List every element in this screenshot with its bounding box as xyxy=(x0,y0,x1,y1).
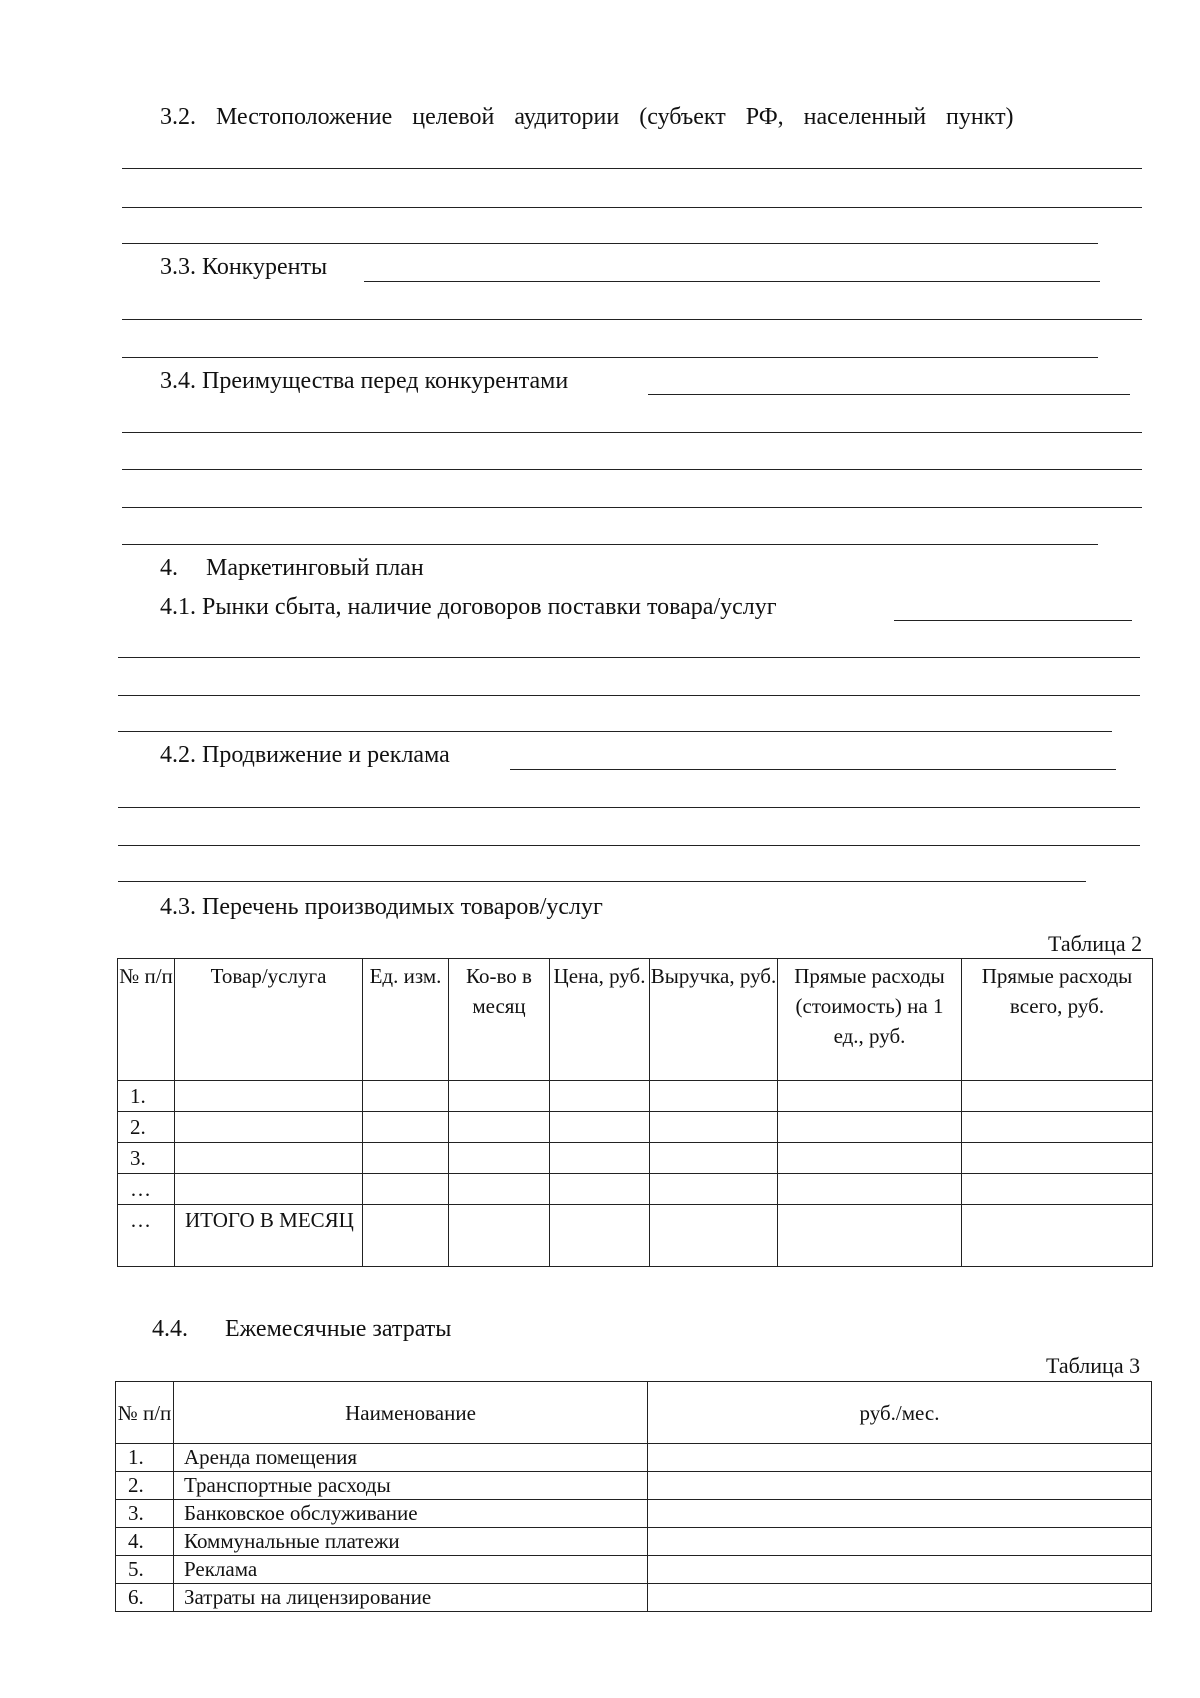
table-row xyxy=(118,1112,1153,1143)
cost-value-cell[interactable] xyxy=(648,1584,1152,1612)
product-cell[interactable] xyxy=(175,1143,363,1174)
table3-caption: Таблица 3 xyxy=(1046,1353,1141,1378)
table-row xyxy=(116,1500,1152,1528)
table-row xyxy=(116,1584,1152,1612)
row-number: … xyxy=(118,1174,175,1205)
unit-cell[interactable] xyxy=(363,1081,449,1112)
fill-line[interactable] xyxy=(122,507,1142,508)
unit-cost-cell[interactable] xyxy=(778,1081,962,1112)
fill-line[interactable] xyxy=(122,544,1098,545)
unit-cell[interactable] xyxy=(363,1205,449,1267)
price-cell[interactable] xyxy=(550,1081,650,1112)
fill-line[interactable] xyxy=(118,807,1140,808)
revenue-cell[interactable] xyxy=(650,1143,778,1174)
row-number: 3. xyxy=(118,1143,175,1174)
table-row xyxy=(116,1528,1152,1556)
col-header-product: Товар/услуга xyxy=(175,959,363,1081)
section-4-title: Маркетинговый план xyxy=(206,555,424,581)
col-header-number: № п/п xyxy=(118,959,175,1081)
col-header-quantity: Ко-во в месяц xyxy=(449,959,550,1081)
product-cell[interactable] xyxy=(175,1112,363,1143)
section-4-number: 4. xyxy=(160,555,178,581)
table-row xyxy=(116,1444,1152,1472)
section-3-3-label: 3.3. Конкуренты xyxy=(160,254,328,280)
total-cost-cell[interactable] xyxy=(962,1081,1153,1112)
fill-line[interactable] xyxy=(118,731,1112,732)
cost-value-cell[interactable] xyxy=(648,1472,1152,1500)
row-number: 4. xyxy=(116,1528,174,1556)
fill-line[interactable] xyxy=(648,394,1130,395)
col-header-price: Цена, руб. xyxy=(550,959,650,1081)
revenue-cell[interactable] xyxy=(650,1112,778,1143)
cost-name: Аренда помещения xyxy=(174,1444,648,1472)
quantity-cell[interactable] xyxy=(449,1205,550,1267)
fill-line[interactable] xyxy=(510,769,1116,770)
section-4-4-number: 4.4. xyxy=(152,1316,188,1342)
row-number: 3. xyxy=(116,1500,174,1528)
cost-value-cell[interactable] xyxy=(648,1556,1152,1584)
row-number: 2. xyxy=(118,1112,175,1143)
table-row xyxy=(118,1143,1153,1174)
quantity-cell[interactable] xyxy=(449,1174,550,1205)
section-4-3-label: 4.3. Перечень производимых товаров/услуг xyxy=(160,894,603,920)
row-number: 6. xyxy=(116,1584,174,1612)
product-cell[interactable] xyxy=(175,1174,363,1205)
fill-line[interactable] xyxy=(894,620,1132,621)
products-table xyxy=(117,958,1153,1267)
quantity-cell[interactable] xyxy=(449,1112,550,1143)
revenue-cell[interactable] xyxy=(650,1081,778,1112)
table-row xyxy=(118,1174,1153,1205)
price-cell[interactable] xyxy=(550,1143,650,1174)
cost-name: Банковское обслуживание xyxy=(174,1500,648,1528)
total-cost-cell[interactable] xyxy=(962,1205,1153,1267)
table-row xyxy=(116,1556,1152,1584)
fill-line[interactable] xyxy=(122,319,1142,320)
section-3-2-label: 3.2. Местоположение целевой аудитории (субъект РФ, населенный пункт) xyxy=(160,104,1014,130)
fill-line[interactable] xyxy=(118,695,1140,696)
col-header-unit-cost: Прямые расходы (стоимость) на 1 ед., руб. xyxy=(778,959,962,1081)
section-4-2-label: 4.2. Продвижение и реклама xyxy=(160,742,450,768)
fill-line[interactable] xyxy=(122,469,1142,470)
col-header-name: Наименование xyxy=(174,1382,648,1444)
col-header-revenue: Выручка, руб. xyxy=(650,959,778,1081)
price-cell[interactable] xyxy=(550,1174,650,1205)
col-header-unit: Ед. изм. xyxy=(363,959,449,1081)
row-number: 5. xyxy=(116,1556,174,1584)
col-header-total-cost: Прямые расходы всего, руб. xyxy=(962,959,1153,1081)
price-cell[interactable] xyxy=(550,1112,650,1143)
row-number: 2. xyxy=(116,1472,174,1500)
row-number: … xyxy=(118,1205,175,1267)
monthly-costs-table xyxy=(115,1381,1152,1612)
table2-caption: Таблица 2 xyxy=(1048,931,1143,956)
table-row-total xyxy=(118,1205,1153,1267)
fill-line[interactable] xyxy=(122,357,1098,358)
fill-line[interactable] xyxy=(122,432,1142,433)
unit-cell[interactable] xyxy=(363,1112,449,1143)
section-4-1-label: 4.1. Рынки сбыта, наличие договоров поставки товара/услуг xyxy=(160,594,777,620)
unit-cost-cell[interactable] xyxy=(778,1174,962,1205)
fill-line[interactable] xyxy=(122,243,1098,244)
fill-line[interactable] xyxy=(364,281,1100,282)
cost-value-cell[interactable] xyxy=(648,1528,1152,1556)
fill-line[interactable] xyxy=(118,845,1140,846)
product-cell[interactable] xyxy=(175,1081,363,1112)
table-row xyxy=(116,1472,1152,1500)
fill-line[interactable] xyxy=(118,657,1140,658)
quantity-cell[interactable] xyxy=(449,1143,550,1174)
total-label: ИТОГО В МЕСЯЦ xyxy=(175,1205,363,1267)
total-cost-cell[interactable] xyxy=(962,1143,1153,1174)
quantity-cell[interactable] xyxy=(449,1081,550,1112)
table-row xyxy=(118,1081,1153,1112)
total-cost-cell[interactable] xyxy=(962,1174,1153,1205)
price-cell[interactable] xyxy=(550,1205,650,1267)
row-number: 1. xyxy=(116,1444,174,1472)
cost-name: Затраты на лицензирование xyxy=(174,1584,648,1612)
col-header-number: № п/п xyxy=(116,1382,174,1444)
col-header-rub-per-month: руб./мес. xyxy=(648,1382,1152,1444)
revenue-cell[interactable] xyxy=(650,1174,778,1205)
cost-value-cell[interactable] xyxy=(648,1444,1152,1472)
unit-cost-cell[interactable] xyxy=(778,1205,962,1267)
section-4-4-title: Ежемесячные затраты xyxy=(225,1316,452,1342)
unit-cell[interactable] xyxy=(363,1174,449,1205)
cost-name: Реклама xyxy=(174,1556,648,1584)
total-cost-cell[interactable] xyxy=(962,1112,1153,1143)
section-3-4-label: 3.4. Преимущества перед конкурентами xyxy=(160,368,569,394)
row-number: 1. xyxy=(118,1081,175,1112)
unit-cost-cell[interactable] xyxy=(778,1112,962,1143)
fill-line[interactable] xyxy=(122,168,1142,169)
revenue-cell[interactable] xyxy=(650,1205,778,1267)
unit-cost-cell[interactable] xyxy=(778,1143,962,1174)
fill-line[interactable] xyxy=(122,207,1142,208)
cost-value-cell[interactable] xyxy=(648,1500,1152,1528)
unit-cell[interactable] xyxy=(363,1143,449,1174)
cost-name: Транспортные расходы xyxy=(174,1472,648,1500)
cost-name: Коммунальные платежи xyxy=(174,1528,648,1556)
fill-line[interactable] xyxy=(118,881,1086,882)
